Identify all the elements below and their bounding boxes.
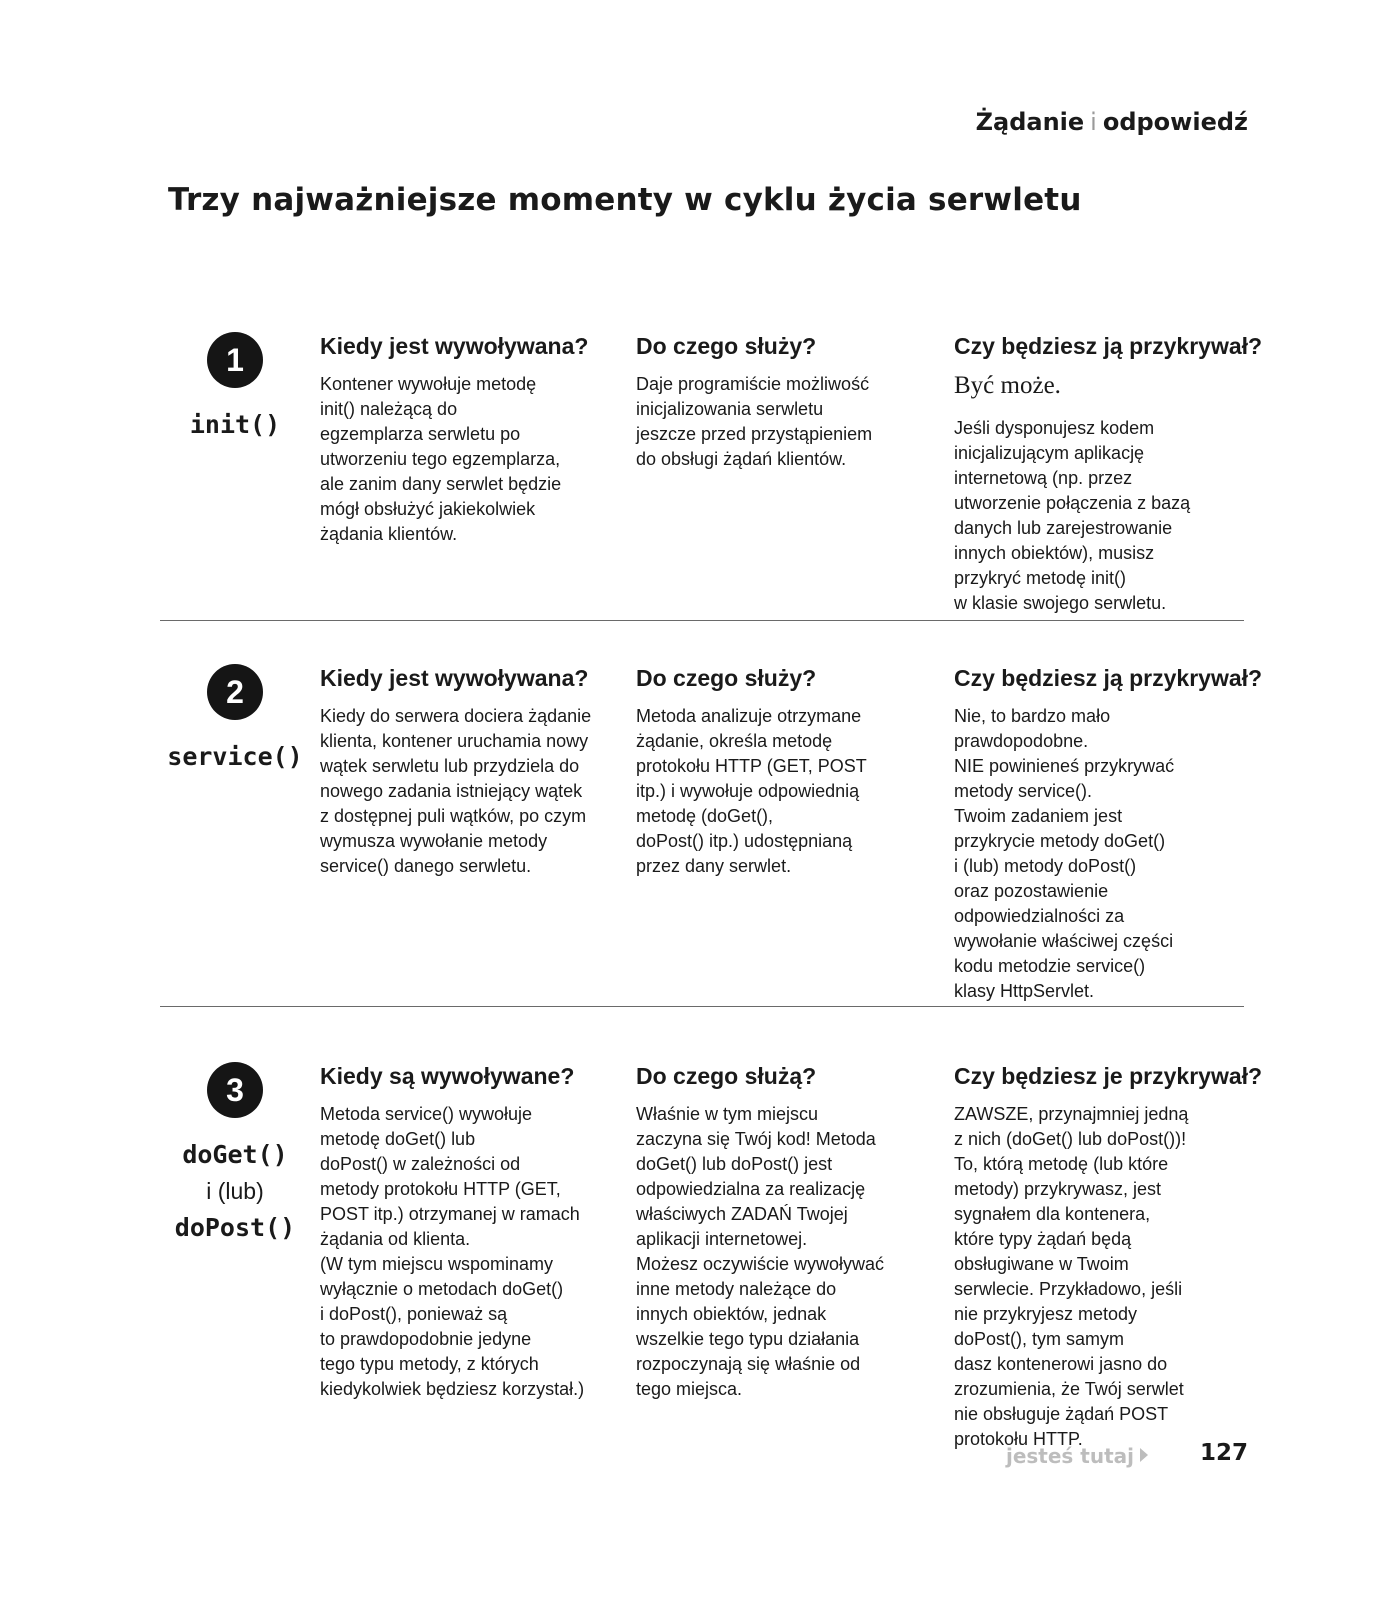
purpose-column (636, 332, 926, 472)
when-called-text: Metoda service() wywołuje metodę doGet() lub doPost() w zależności od metody protokołu HTTP (GET, POST itp.) otrzymanej w ramach żądania od klienta. (W tym miejscu wspominamy wyłącznie o metodach doGet() i doPost(), ponieważ są to prawdopodobnie jedyne tego typu metody, z których kiedykolwiek będziesz korzystał.) (320, 1104, 585, 1399)
lifecycle-section-service (160, 664, 1263, 1036)
method-name: doGet() (182, 1140, 288, 1169)
when-called-column (320, 664, 610, 879)
running-head (976, 108, 1248, 136)
override-column (954, 664, 1263, 1004)
step-number-badge: 3 (207, 1062, 263, 1118)
lifecycle-section-doget-dopost (160, 1062, 1263, 1462)
running-head-part2: odpowiedź (1102, 108, 1248, 136)
footer-you-are-here: jesteś tutaj (1005, 1444, 1134, 1468)
override-text: Nie, to bardzo mało prawdopodobne. NIE powinieneś przykrywać metody service(). Twoim zadaniem jest przykrycie metody doGet() i (lub) metody doPost() oraz pozostawienie odpowiedzialności za wywołanie właściwej części kodu metodzie service() klasy HttpServlet. (954, 706, 1175, 1001)
override-heading: Czy będziesz je przykrywał? (954, 1063, 1263, 1089)
override-text: ZAWSZE, przynajmniej jedną z nich (doGet() lub doPost())! To, którą metodę (lub które metody) przykrywasz, jest sygnałem dla kontenera, które typy żądań będą obsługiwane w Twoim serwlecie. Przykładowo, jeśli nie przykryjesz metody doPost(), tym samym dasz kontenerowi jasno do zrozumienia, że Twój serwlet nie obsługuje żądań POST protokołu HTTP. (954, 1104, 1189, 1449)
when-called-column (320, 1062, 610, 1402)
page-title: Trzy najważniejsze momenty w cyklu życia serwletu (168, 182, 1082, 218)
step-label (160, 332, 310, 440)
method-name-secondary: doPost() (174, 1213, 296, 1242)
method-connector: i (lub) (206, 1178, 264, 1204)
purpose-heading: Do czego służą? (636, 1063, 817, 1089)
step-label (160, 1062, 310, 1243)
purpose-text: Właśnie w tym miejscu zaczyna się Twój kod! Metoda doGet() lub doPost() jest odpowiedzialna za realizację właściwych ZADAŃ Twojej aplikacji internetowej. Możesz oczywiście wywoływać inne metody należące do innych obiektów, jednak wszelkie tego typu działania rozpoczynają się właśnie od tego miejsca. (636, 1104, 885, 1399)
override-short-answer: Być może. (954, 372, 1061, 399)
step-number-badge: 1 (207, 332, 263, 388)
when-called-heading: Kiedy są wywoływane? (320, 1063, 575, 1089)
override-heading: Czy będziesz ją przykrywał? (954, 333, 1263, 359)
when-called-heading: Kiedy jest wywoływana? (320, 665, 589, 691)
section-divider (160, 620, 1244, 621)
method-name: service() (167, 742, 303, 771)
section-divider (160, 1006, 1244, 1007)
purpose-text: Metoda analizuje otrzymane żądanie, określa metodę protokołu HTTP (GET, POST itp.) i wywołuje odpowiednią metodę (doGet(), doPost() itp.) udostępnianą przez dany serwlet. (636, 706, 867, 876)
purpose-column (636, 664, 926, 879)
arrow-right-icon (1140, 1448, 1148, 1462)
running-head-separator: i (1090, 108, 1097, 136)
purpose-heading: Do czego służy? (636, 665, 817, 691)
purpose-heading: Do czego służy? (636, 333, 817, 359)
page-number: 127 (1199, 1440, 1248, 1466)
override-column (954, 332, 1263, 616)
step-number-badge: 2 (207, 664, 263, 720)
purpose-text: Daje programiście możliwość inicjalizowania serwletu jeszcze przed przystąpieniem do obsługi żądań klientów. (636, 374, 873, 469)
when-called-text: Kontener wywołuje metodę init() należącą do egzemplarza serwletu po utworzeniu tego egzemplarza, ale zanim dany serwlet będzie mógł obsłużyć jakiekolwiek żądania klientów. (320, 374, 562, 544)
lifecycle-section-init (160, 332, 1263, 632)
step-label (160, 664, 310, 772)
running-head-part1: Żądanie (975, 108, 1085, 136)
override-column (954, 1062, 1263, 1452)
override-heading: Czy będziesz ją przykrywał? (954, 665, 1263, 691)
when-called-text: Kiedy do serwera dociera żądanie klienta, kontener uruchamia nowy wątek serwletu lub przydziela do nowego zadania istniejący wątek z dostępnej puli wątków, po czym wymusza wywołanie metody service() danego serwletu. (320, 706, 592, 876)
when-called-heading: Kiedy jest wywoływana? (320, 333, 589, 359)
purpose-column (636, 1062, 926, 1402)
override-text: Jeśli dysponujesz kodem inicjalizującym aplikację internetową (np. przez utworzenie połączenia z bazą danych lub zarejestrowanie innych obiektów), musisz przykryć metodę init() w klasie swojego serwletu. (954, 418, 1191, 613)
method-name: init() (189, 410, 281, 439)
when-called-column (320, 332, 610, 547)
